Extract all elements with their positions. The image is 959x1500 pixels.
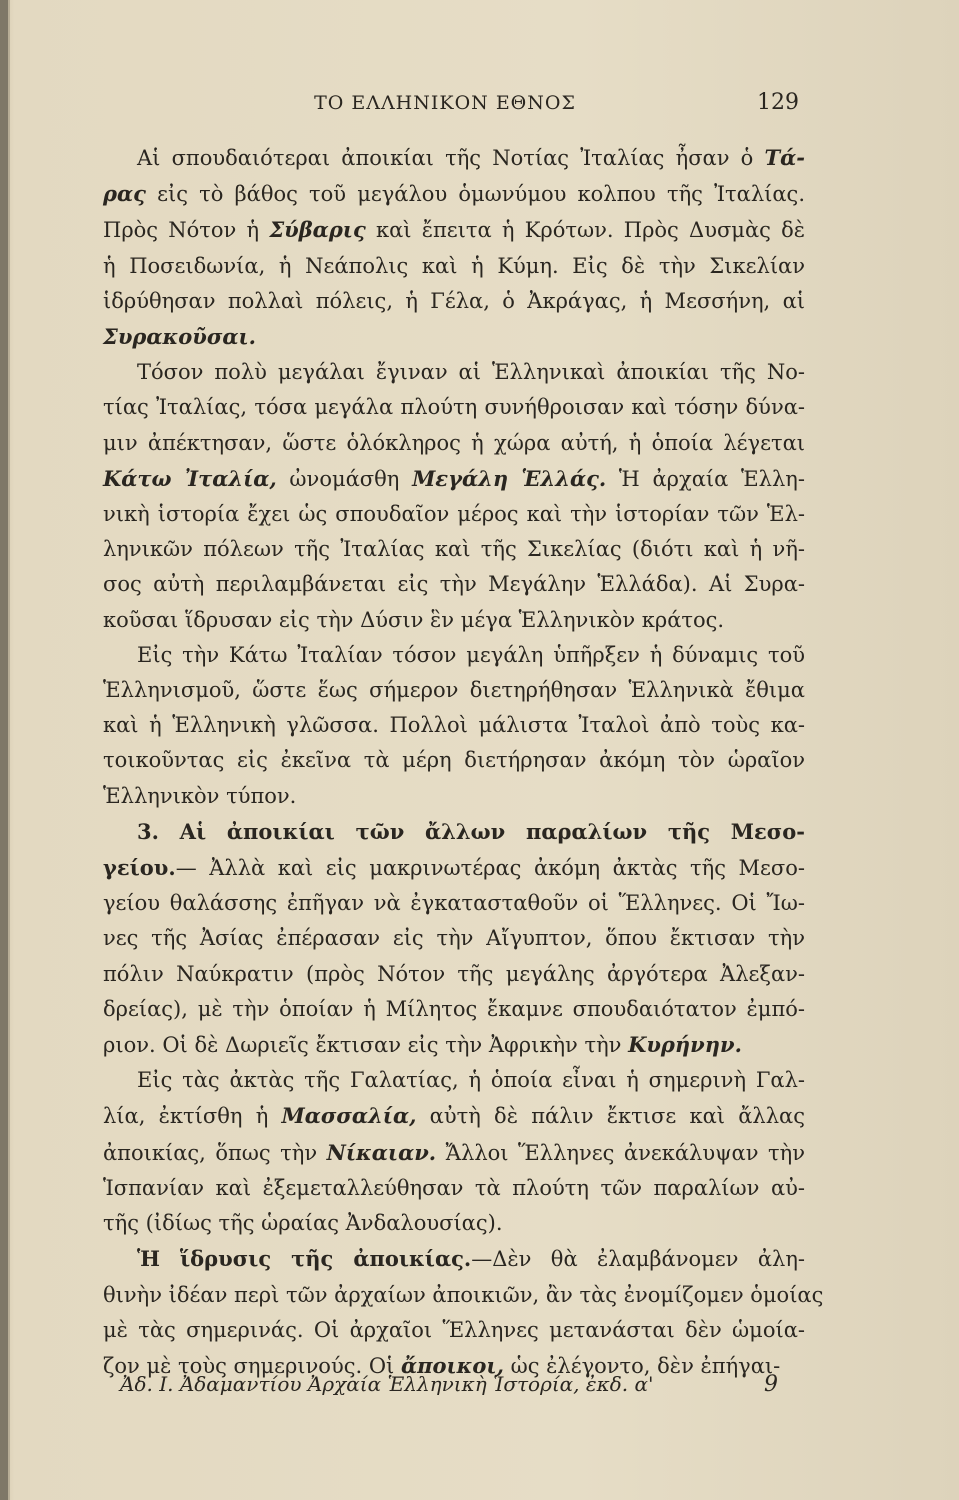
section-heading: γείου. xyxy=(103,855,176,881)
text-line xyxy=(103,886,805,921)
text-line xyxy=(103,779,805,814)
text-run: —Δὲν θὰ ἐλαμβάνομεν ἀλη- xyxy=(471,1247,805,1272)
text-line xyxy=(103,355,805,390)
text-run: ἡ Ποσειδωνία, ἡ Νεάπολις καὶ ἡ Κύμη. Εἰς δὲ τὴν Σικελίαν xyxy=(103,253,805,278)
text-run: Ἡ ἀρχαία Ἑλλη- xyxy=(606,466,805,491)
text-run: — Ἀλλὰ καὶ εἰς μακρινωτέρας ἀκόμη ἀκτὰς τῆς Μεσο- xyxy=(175,856,805,881)
emphasized-term: ρας xyxy=(103,181,146,207)
text-run: Εἰς τὴν Κάτω Ἰταλίαν τόσον μεγάλη ὑπῆρξεν ἡ δύναμις τοῦ xyxy=(137,642,805,667)
text-line xyxy=(103,1241,805,1277)
text-run: τίας Ἰταλίας, τόσα μεγάλα πλούτη συνήθροισαν καὶ τόσην δύνα- xyxy=(103,395,805,420)
text-line xyxy=(103,249,805,284)
text-line xyxy=(103,1135,805,1171)
footnote xyxy=(120,1372,810,1396)
text-run: δρείας), μὲ τὴν ὁποίαν ἡ Μίλητος ἔκαμνε σπουδαιότατον ἐμπό- xyxy=(103,996,805,1021)
text-line xyxy=(103,1278,824,1313)
text-run: Ἑλληνισμοῦ, ὥστε ἕως σήμερον διετηρήθησαν Ἑλληνικὰ ἔθιμα xyxy=(103,678,805,703)
text-run: ριον. Οἱ δὲ Δωριεῖς ἔκτισαν εἰς τὴν Ἀφρικὴν τὴν xyxy=(103,1033,629,1058)
text-line xyxy=(103,426,805,461)
text-line xyxy=(103,603,805,638)
text-run: τοικοῦντας εἰς ἐκεῖνα τὰ μέρη διετήρησαν ἀκόμη τὸν ὡραῖον xyxy=(103,748,805,773)
text-line xyxy=(103,1206,805,1241)
paragraph xyxy=(103,1063,805,1241)
footnote-text: Ἀδ. Ι. Ἀδαμαντίου Ἀρχαία Ἑλληνικὴ Ἱστορία, ἐκδ. α' xyxy=(120,1372,654,1396)
text-line xyxy=(103,140,805,176)
paragraph xyxy=(103,355,805,638)
text-run: σος αὐτὴ περιλαμβάνεται εἰς τὴν Μεγάλην Ἑλλάδα). Αἱ Συρα- xyxy=(103,572,805,597)
text-run: κοῦσαι ἵδρυσαν εἰς τὴν Δύσιν ἓν μέγα Ἑλληνικὸν κράτος. xyxy=(103,607,725,632)
text-line xyxy=(103,212,805,248)
text-line xyxy=(103,992,805,1027)
text-line xyxy=(103,532,805,567)
text-run: ὠνομάσθη xyxy=(276,466,413,491)
text-run: Εἰς τὰς ἀκτὰς τῆς Γαλατίας, ἡ ὁποία εἶναι ἡ σημερινὴ Γαλ- xyxy=(137,1068,805,1093)
section-heading: 3. Αἱ ἀποικίαι τῶν ἄλλων παραλίων τῆς Μεσο- xyxy=(137,818,805,844)
text-line xyxy=(103,638,805,673)
text-line xyxy=(103,567,805,602)
text-line xyxy=(103,1171,805,1206)
text-line xyxy=(103,957,805,992)
text-run: αὐτὴ δὲ πάλιν ἔκτισε καὶ ἄλλας xyxy=(416,1104,805,1129)
text-run: Πρὸς Νότον ἡ xyxy=(103,218,270,243)
text-run: λία, ἐκτίσθη ἡ xyxy=(103,1104,282,1129)
text-line xyxy=(103,1098,805,1134)
emphasized-term: Τά- xyxy=(764,145,805,170)
text-run: τῆς (ἰδίως τῆς ὡραίας Ἀνδαλουσίας). xyxy=(103,1211,503,1236)
paragraph xyxy=(103,814,805,1063)
text-run: καὶ ἔπειτα ἡ Κρότων. Πρὸς Δυσμὰς δὲ xyxy=(365,218,805,243)
text-run: νικὴ ἱστορία ἔχει ὡς σπουδαῖον μέρος καὶ τὴν ἱστορίαν τῶν Ἑλ- xyxy=(103,502,805,527)
text-run: θινὴν ἰδέαν περὶ τῶν ἀρχαίων ἀποικιῶν, ἂν τὰς ἐνομίζομεν ὁμοίας xyxy=(103,1282,824,1307)
text-run: Ἑλληνικὸν τύπον. xyxy=(103,783,297,808)
text-run: Αἱ σπουδαιότεραι ἀποικίαι τῆς Νοτίας Ἰταλίας ἦσαν ὁ xyxy=(137,146,765,170)
text-run: ἱδρύθησαν πολλαὶ πόλεις, ἡ Γέλα, ὁ Ἀκράγας, ἡ Μεσσήνη, αἱ xyxy=(103,288,805,313)
text-line xyxy=(103,390,805,425)
text-line xyxy=(103,743,805,778)
emphasized-term: Μεγάλη Ἑλλάς. xyxy=(412,465,607,491)
text-run: εἰς τὸ βάθος τοῦ μεγάλου ὁμωνύμου κολπου τῆς Ἰταλίας. xyxy=(145,182,805,207)
text-line xyxy=(103,176,805,212)
running-head: ΤΟ ΕΛΛΗΝΙΚΟΝ ΕΘΝΟΣ xyxy=(314,92,576,114)
text-run: ζον μὲ τοὺς σημερινούς. Οἱ xyxy=(103,1353,401,1378)
emphasized-term: Κυρήνην. xyxy=(628,1032,742,1058)
text-line xyxy=(103,708,805,743)
text-line xyxy=(103,1313,805,1348)
emphasized-term: Συρακοῦσαι. xyxy=(103,324,256,350)
text-run: μὲ τὰς σημερινάς. Οἱ ἀρχαῖοι Ἕλληνες μετανάσται δὲν ὡμοία- xyxy=(103,1317,805,1342)
emphasized-term: Νίκαιαν. xyxy=(326,1139,437,1165)
body-text xyxy=(103,140,824,1384)
text-line xyxy=(103,319,805,355)
text-run: πόλιν Ναύκρατιν (πρὸς Νότον τῆς μεγάλης ἀργότερα Ἀλεξαν- xyxy=(103,961,805,986)
text-run: Τόσον πολὺ μεγάλαι ἔγιναν αἱ Ἑλληνικαὶ ἀποικίαι τῆς Νο- xyxy=(137,360,805,385)
text-line xyxy=(103,1063,805,1098)
page-spine-edge xyxy=(0,0,8,1500)
text-run: νες τῆς Ἀσίας ἐπέρασαν εἰς τὴν Αἴγυπτον, ὅπου ἔκτισαν τὴν xyxy=(103,926,805,951)
page-gutter-shadow xyxy=(8,0,10,1500)
text-run: ληνικῶν πόλεων τῆς Ἰταλίας καὶ τῆς Σικελίας (διότι καὶ ἡ νῆ- xyxy=(103,537,805,562)
text-run: Ἄλλοι Ἕλληνες ἀνεκάλυψαν τὴν xyxy=(436,1140,805,1165)
text-line xyxy=(103,497,805,532)
text-line xyxy=(103,921,805,956)
text-run: μιν ἀπέκτησαν, ὥστε ὁλόκληρος ἡ χώρα αὐτή, ἡ ὁποία λέγεται xyxy=(103,430,805,455)
emphasized-term: ἄποικοι, xyxy=(400,1352,504,1378)
text-run: Ἱσπανίαν καὶ ἐξεμεταλλεύθησαν τὰ πλούτη τῶν παραλίων αὐ- xyxy=(103,1175,805,1200)
page-number: 129 xyxy=(757,90,799,115)
emphasized-term: Μασσαλία, xyxy=(281,1103,417,1129)
signature-mark: 9 xyxy=(764,1372,778,1397)
paragraph xyxy=(103,140,805,355)
paragraph xyxy=(103,1241,824,1384)
text-line xyxy=(103,1027,805,1063)
text-line xyxy=(103,461,805,497)
emphasized-term: Κάτω Ἰταλία, xyxy=(103,465,277,491)
section-heading: Ἡ ἵδρυσις τῆς ἀποικίας. xyxy=(137,1246,472,1272)
text-run: ὡς ἐλέγοντο, δὲν ἐπήγαι- xyxy=(503,1353,781,1378)
text-line xyxy=(103,284,805,319)
text-run: γείου θαλάσσης ἐπῆγαν νὰ ἐγκατασταθοῦν οἱ Ἕλληνες. Οἱ Ἴω- xyxy=(103,891,805,916)
paragraph xyxy=(103,638,805,814)
emphasized-term: Σύβαρις xyxy=(269,217,366,243)
text-run: καὶ ἡ Ἑλληνικὴ γλῶσσα. Πολλοὶ μάλιστα Ἰταλοὶ ἀπὸ τοὺς κα- xyxy=(103,713,805,738)
text-run: ἀποικίας, ὅπως τὴν xyxy=(103,1140,327,1165)
text-line xyxy=(103,673,805,708)
text-line xyxy=(103,814,805,850)
text-line xyxy=(103,850,805,886)
